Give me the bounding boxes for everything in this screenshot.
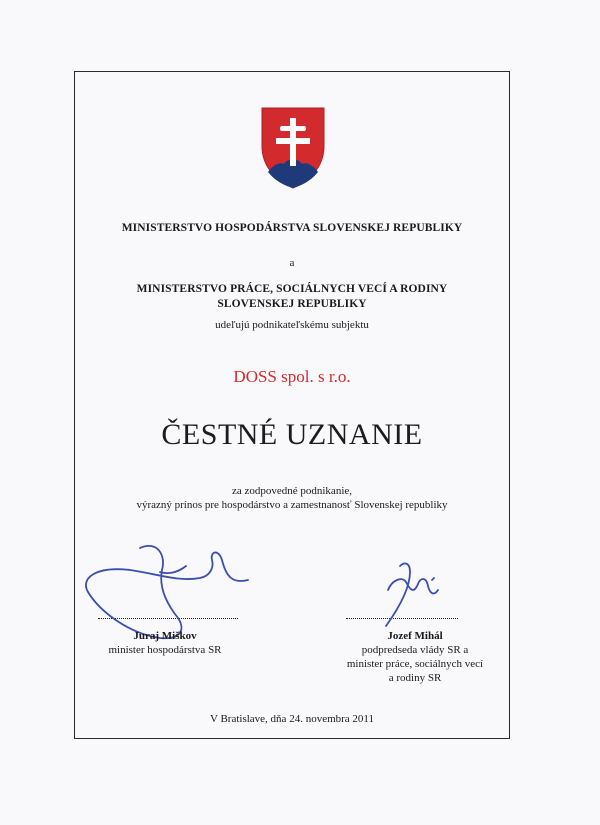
- signatory-right: [335, 629, 495, 685]
- signatory-left: [70, 629, 260, 657]
- signatory-right-role-line2: minister práce, sociálnych vecí: [346, 658, 484, 670]
- signatory-left-name: Juraj Miškov: [133, 630, 197, 642]
- award-reason: [74, 484, 510, 512]
- issuer-ministry-labour-line1: MINISTERSTVO PRÁCE, SOCIÁLNYCH VECÍ A RODINY: [136, 283, 448, 295]
- signatory-left-role: minister hospodárstva SR: [108, 644, 222, 656]
- signatory-right-name: Jozef Mihál: [387, 630, 443, 642]
- award-reason-line1: za zodpovedné podnikanie,: [231, 485, 353, 497]
- signatory-right-role-line3: a rodiny SR: [388, 672, 442, 684]
- award-reason-line2: výrazný prínos pre hospodárstvo a zamestnanosť Slovenskej republiky: [136, 499, 448, 511]
- issuer-ministry-labour-line2: SLOVENSKEJ REPUBLIKY: [217, 298, 367, 310]
- conjunction-text: a: [289, 257, 295, 269]
- issuer-ministry-economy: MINISTERSTVO HOSPODÁRSTVA SLOVENSKEJ REPUBLIKY: [121, 222, 463, 234]
- issuer-ministry-labour: [74, 282, 510, 312]
- certificate-title: ČESTNÉ UZNANIE: [161, 418, 423, 451]
- company-name: DOSS spol. s r.o.: [233, 367, 351, 386]
- signatory-right-role-line1: podpredseda vlády SR a: [361, 644, 469, 656]
- signature-line-left: [98, 618, 238, 619]
- grant-text: udeľujú podnikateľskému subjektu: [215, 319, 369, 331]
- slovak-coat-of-arms-icon: [260, 106, 326, 190]
- signature-line-right: [346, 618, 458, 619]
- place-and-date: V Bratislave, dňa 24. novembra 2011: [209, 713, 375, 725]
